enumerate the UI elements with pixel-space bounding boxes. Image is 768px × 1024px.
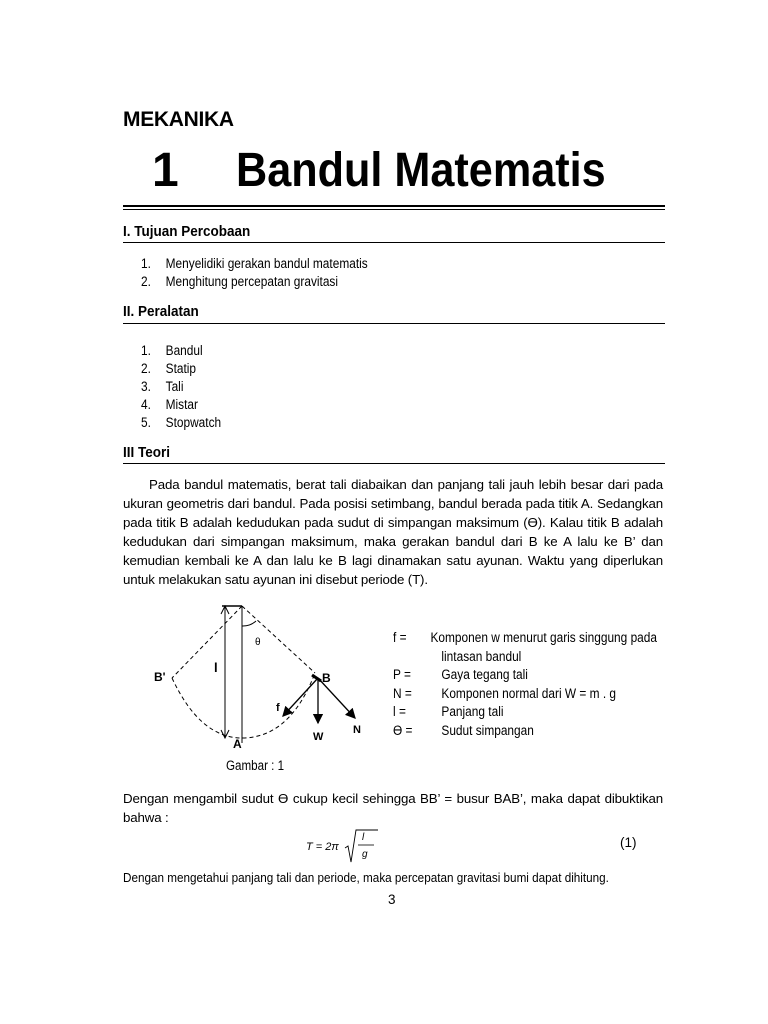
equation-lhs: T = 2π bbox=[306, 841, 339, 853]
section-rule-equipment bbox=[123, 323, 665, 324]
legend-row: lintasan bandul bbox=[441, 648, 522, 664]
equation-number: (1) bbox=[620, 835, 637, 850]
list-item: 3. Tali bbox=[141, 379, 184, 394]
category-heading: MEKANIKA bbox=[123, 108, 234, 131]
a-label: A bbox=[233, 737, 242, 751]
chapter-title: Bandul Matematis bbox=[236, 144, 606, 197]
figure-caption: Gambar : 1 bbox=[226, 758, 285, 773]
b-prime-label: B' bbox=[154, 670, 166, 684]
string-to-b bbox=[242, 606, 315, 673]
section-title-objectives: I. Tujuan Percobaan bbox=[123, 223, 251, 240]
b-label: B bbox=[322, 671, 331, 685]
list-item: 2. Menghitung percepatan gravitasi bbox=[141, 274, 339, 289]
length-label: l bbox=[214, 660, 218, 675]
section-title-equipment: II. Peralatan bbox=[123, 303, 199, 320]
page-number: 3 bbox=[388, 892, 396, 907]
title-rule-thin bbox=[123, 209, 665, 210]
objectives-list bbox=[141, 255, 399, 291]
pendulum-diagram bbox=[150, 598, 370, 753]
section-title-theory: III Teori bbox=[123, 444, 171, 461]
n-label: N bbox=[353, 724, 361, 736]
list-item: 5. Stopwatch bbox=[141, 415, 222, 430]
string-to-b-prime bbox=[172, 606, 242, 678]
period-equation bbox=[300, 826, 390, 866]
list-item: 4. Mistar bbox=[141, 397, 198, 412]
section-rule-theory bbox=[123, 463, 665, 464]
theta-arc bbox=[242, 621, 256, 626]
section-rule-objectives bbox=[123, 242, 665, 243]
legend-row: P = Gaya tegang tali bbox=[393, 667, 528, 682]
w-label: W bbox=[313, 731, 324, 743]
theory-paragraph: Pada bandul matematis, berat tali diabaikan dan panjang tali jauh lebih besar dari pada ukuran geometris dari bandul. Pada posisi setimbang, bandul berada pada titik A. Sedangkan pada titik B adalah kedudukan pada sudut di simpangan maksimum (ϴ). Kalau titik B adalah kedudukan dari simpangan maksimum, maka gerakan bandul dari B ke A lalu ke B’ dan kemudian kembali ke A dan lalu ke B lagi dinamakan satu ayunan. Waktu yang diperlukan untuk melakukan satu ayunan ini disebut periode (T). bbox=[123, 477, 663, 587]
theta-label: θ bbox=[255, 637, 261, 648]
closing-paragraph: Dengan mengetahui panjang tali dan periode, maka percepatan gravitasi bumi dapat dihitung. bbox=[123, 870, 609, 885]
chapter-number: 1 bbox=[152, 144, 179, 197]
equation-numerator: l bbox=[362, 832, 365, 843]
list-item: 1. Menyelidiki gerakan bandul matematis bbox=[141, 256, 368, 271]
list-item: 1. Bandul bbox=[141, 343, 203, 358]
f-label: f bbox=[276, 702, 280, 714]
legend-row: f = Komponen w menurut garis singgung pada bbox=[393, 630, 657, 645]
legend-row: ϴ = Sudut simpangan bbox=[393, 722, 534, 738]
figure-legend bbox=[393, 629, 693, 740]
equation-denominator: g bbox=[362, 849, 368, 860]
derivation-paragraph: Dengan mengambil sudut ϴ cukup kecil sehingga BB’ = busur BAB’, maka dapat dibuktikan bahwa : bbox=[123, 791, 663, 825]
tangent-force-arrow bbox=[283, 678, 318, 716]
equipment-list bbox=[141, 342, 232, 432]
title-rule-thick bbox=[123, 205, 665, 207]
list-item: 2. Statip bbox=[141, 361, 197, 376]
legend-row: N = Komponen normal dari W = m . g bbox=[393, 685, 617, 701]
legend-row: l = Panjang tali bbox=[393, 704, 504, 719]
